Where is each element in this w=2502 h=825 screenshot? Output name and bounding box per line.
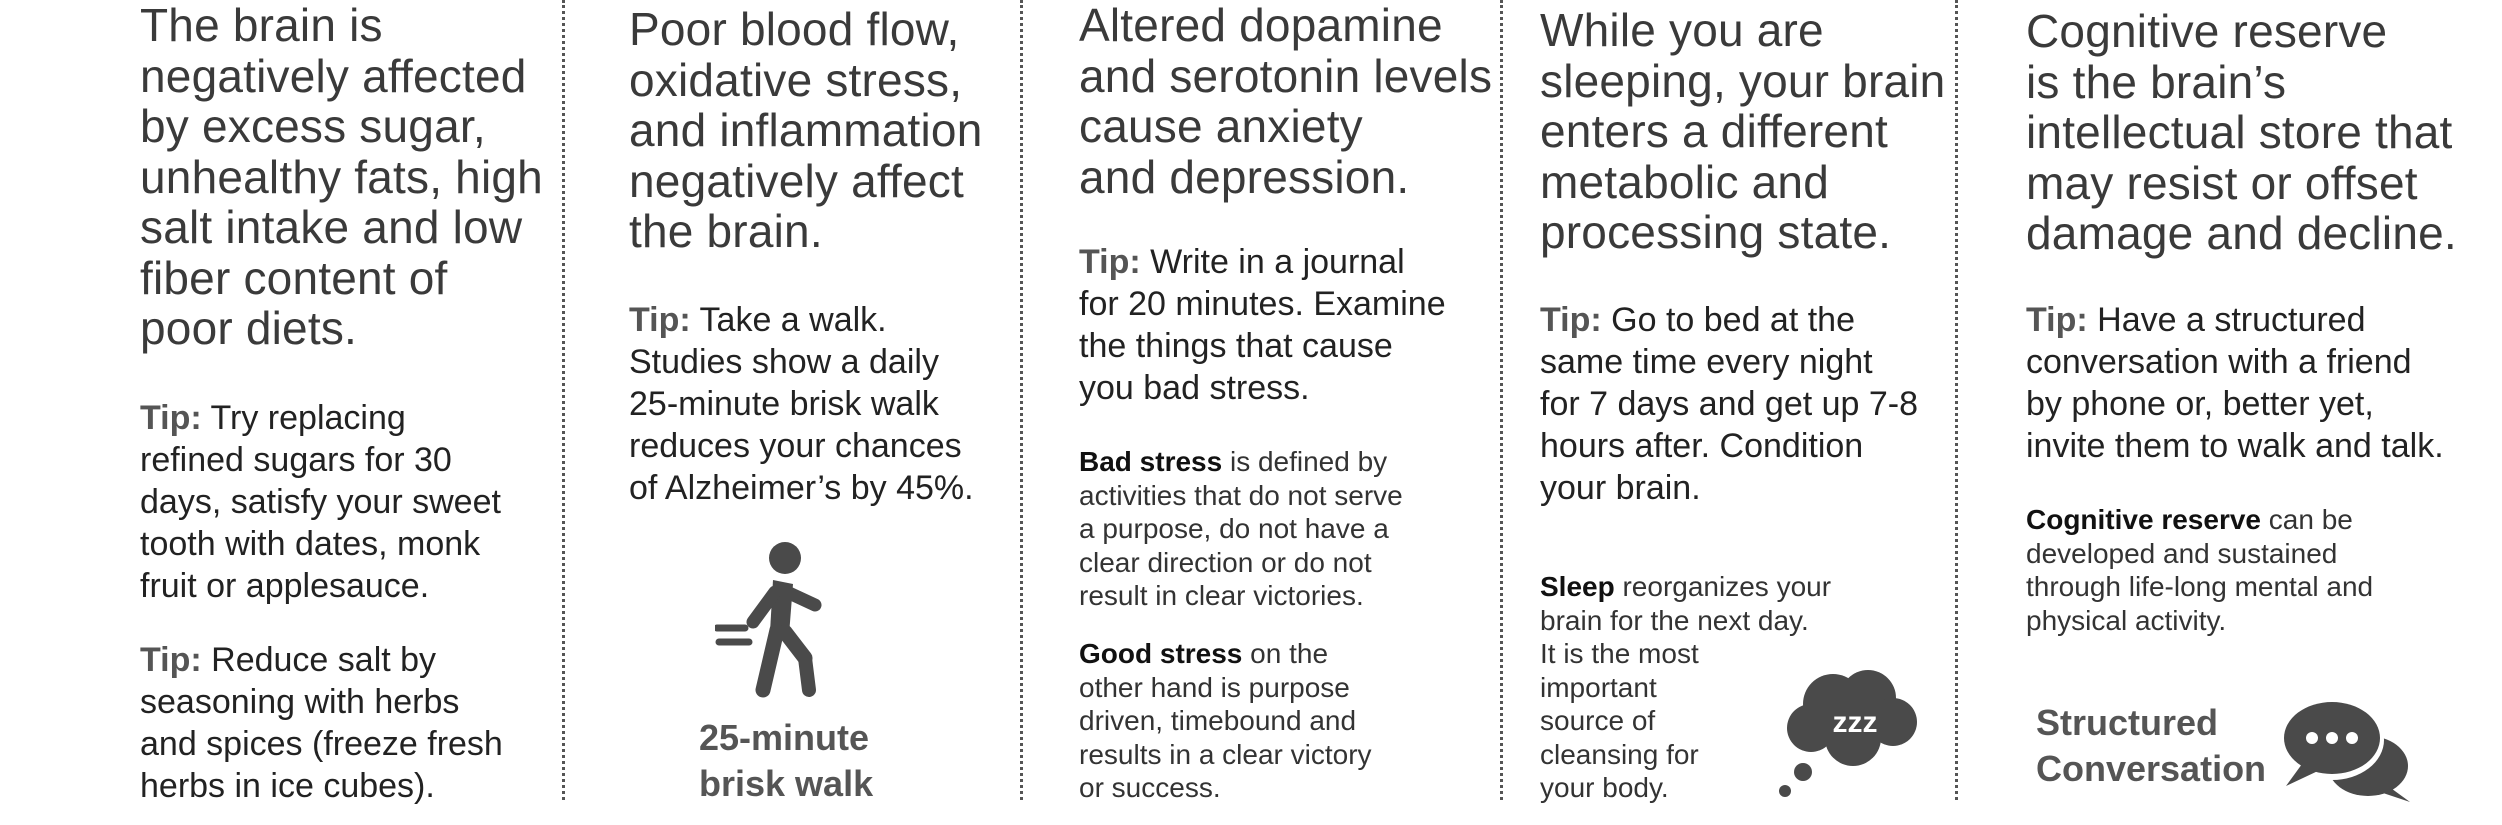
tip — [1079, 241, 1499, 409]
tip-text: Take a walk. Studies show a daily 25-minute brisk walk reduces your chances of Alzheimer’s by 45%. — [629, 301, 974, 507]
panel-headline: Altered dopamine and serotonin levels cause anxiety and depression. — [1079, 0, 1493, 203]
tip-label: Tip: — [1540, 301, 1602, 339]
tip — [140, 397, 560, 607]
note-term: Bad stress — [1079, 446, 1223, 477]
tip-text: Try replacing refined sugars for 30 days, satisfy your sweet tooth with dates, monk fruit or applesauce. — [140, 399, 501, 605]
tip-text: Reduce salt by seasoning with herbs and spices (freeze fresh herbs in ice cubes). — [140, 641, 503, 805]
note — [1079, 445, 1499, 613]
panel-diet — [0, 0, 562, 825]
walking-person-icon — [715, 540, 825, 700]
tip-text: Have a structured conversation with a friend by phone or, better yet, invite them to walk and talk. — [2026, 301, 2444, 465]
tip-label: Tip: — [1079, 243, 1141, 281]
note — [2026, 503, 2496, 637]
panel-exercise — [565, 0, 1020, 825]
panel-headline: While you are sleeping, your brain enters a different metabolic and processing state. — [1540, 4, 1946, 258]
note-text: reorganizes your brain for the next day. It is the most important source of cleansing for your body. — [1540, 571, 1832, 803]
tip-label: Tip: — [629, 301, 691, 339]
panel-headline: Cognitive reserve is the brain’s intellectual store that may resist or offset damage and decline. — [2026, 5, 2457, 259]
tip — [2026, 299, 2496, 467]
tip-text: Write in a journal for 20 minutes. Examine the things that cause you bad stress. — [1079, 243, 1446, 407]
tip-text: Go to bed at the same time every night for 7 days and get up 7-8 hours after. Condition your brain. — [1540, 301, 1919, 507]
panel-sleep — [1503, 0, 1955, 825]
conversation-caption: Structured Conversation — [2036, 702, 2267, 789]
note — [1079, 637, 1499, 805]
tip-label: Tip: — [140, 641, 202, 679]
speech-bubbles-icon — [2276, 690, 2416, 805]
tip — [1540, 299, 1950, 509]
panel-headline: Poor blood flow, oxidative stress, and inflammation negatively affect the brain. — [629, 3, 983, 257]
note-text: on the other hand is purpose driven, timebound and results in a clear victory or success. — [1079, 638, 1372, 803]
panel-headline: The brain is negatively affected by excess sugar, unhealthy fats, high salt intake and low fiber content of poor diets. — [140, 0, 543, 354]
tip-label: Tip: — [140, 399, 202, 437]
tip-label: Tip: — [2026, 301, 2088, 339]
tip — [140, 639, 560, 807]
walk-caption: 25-minute brisk walk — [699, 717, 874, 804]
sleep-cloud-icon — [1773, 660, 1923, 800]
panel-cognitive-reserve — [1958, 0, 2502, 825]
note-text: can be developed and sustained through life-long mental and physical activity. — [2026, 504, 2374, 636]
note-term: Sleep — [1540, 571, 1615, 602]
panel-stress — [1023, 0, 1500, 825]
note-term: Cognitive reserve — [2026, 504, 2261, 535]
tip — [629, 299, 1019, 509]
note-term: Good stress — [1079, 638, 1243, 669]
sleep-cloud-text: zzz — [1832, 706, 1878, 739]
note-text: is defined by activities that do not serve a purpose, do not have a clear direction or do not result in clear victories. — [1079, 446, 1403, 611]
